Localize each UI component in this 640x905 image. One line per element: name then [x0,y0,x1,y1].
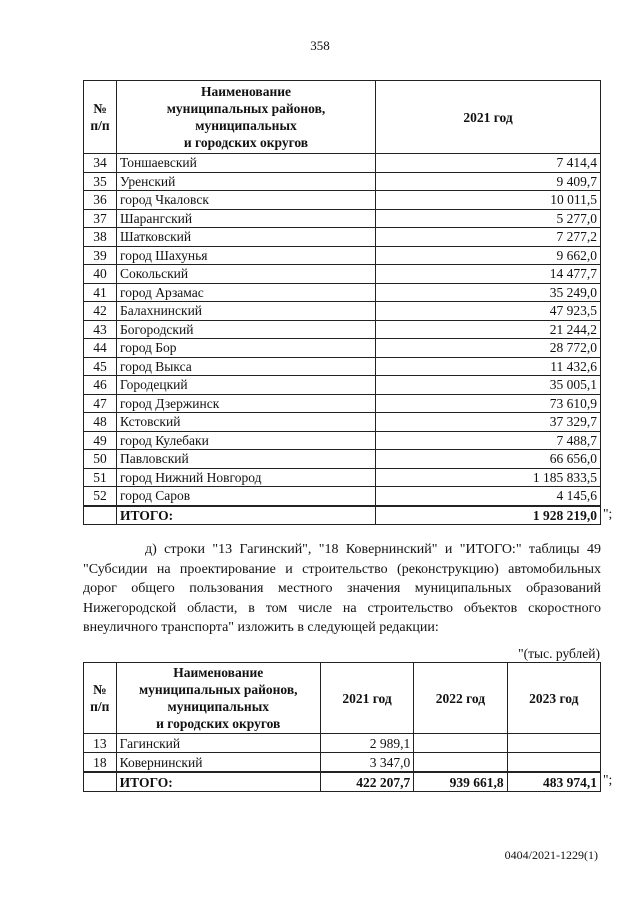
table2-closing-quote: "; [603,772,613,787]
value-2021: 11 432,6 [376,357,601,376]
value-2021: 7 488,7 [376,431,601,450]
table-row [84,283,601,302]
table-row [84,357,601,376]
row-number: 38 [84,228,117,247]
row-number: 36 [84,191,117,210]
total-value-2021: 422 207,7 [320,772,413,792]
value-2021: 3 347,0 [320,753,413,773]
header-year-2022: 2022 год [414,663,507,734]
municipality-name: Балахнинский [117,302,376,321]
header-num: № п/п [84,663,117,734]
header-year-2023: 2023 год [507,663,600,734]
municipality-name: Сокольский [117,265,376,284]
total-value-2022: 939 661,8 [414,772,507,792]
row-number: 40 [84,265,117,284]
row-number: 44 [84,339,117,358]
table-row [84,487,601,506]
table-row [84,228,601,247]
row-number: 18 [84,753,117,773]
total-value-2021: 1 928 219,0 [376,506,601,525]
total-num-cell [84,772,117,792]
row-number: 48 [84,413,117,432]
header-num: № п/п [84,81,117,154]
header-name: Наименование муниципальных районов, муниципальных и городских округов [117,81,376,154]
header-year-2021: 2021 год [320,663,413,734]
municipality-name: Павловский [117,450,376,469]
page-number: 358 [310,38,330,53]
total-label: ИТОГО: [116,772,320,792]
row-number: 13 [84,734,117,753]
value-2021: 66 656,0 [376,450,601,469]
units-label: "(тыс. рублей) [518,646,600,661]
value-2021: 7 277,2 [376,228,601,247]
value-2022 [414,734,507,753]
municipality-name: город Выкса [117,357,376,376]
value-2021: 10 011,5 [376,191,601,210]
municipality-name: Кстовский [117,413,376,432]
total-row [84,772,601,792]
municipality-name: город Арзамас [117,283,376,302]
value-2021: 37 329,7 [376,413,601,432]
table-row [84,394,601,413]
municipality-name: Городецкий [117,376,376,395]
row-number: 47 [84,394,117,413]
total-value-2023: 483 974,1 [507,772,600,792]
value-2023 [507,734,600,753]
value-2021: 21 244,2 [376,320,601,339]
table-row [84,339,601,358]
row-number: 37 [84,209,117,228]
row-number: 43 [84,320,117,339]
municipality-name: город Бор [117,339,376,358]
row-number: 46 [84,376,117,395]
amendment-paragraph: д) строки "13 Гагинский", "18 Ковернинский" и "ИТОГО:" таблицы 49 "Субсидии на проектирование и строительство (реконструкцию) автомобильных дорог общего пользования местного значения муниципальных образований Нижегородской области, в том числе на строительство объектов скоростного внеуличного транспорта" изложить в следующей редакции: [83,542,601,635]
municipality-name: Гагинский [116,734,320,753]
municipality-name: Богородский [117,320,376,339]
table-row [84,154,601,173]
value-2021: 9 409,7 [376,172,601,191]
table-row [84,191,601,210]
municipality-name: город Чкаловск [117,191,376,210]
value-2021: 4 145,6 [376,487,601,506]
total-row [84,506,601,525]
table-row [84,320,601,339]
row-number: 51 [84,468,117,487]
municipality-name: город Саров [117,487,376,506]
municipality-name: Шарангский [117,209,376,228]
table-row [84,172,601,191]
table-row [84,265,601,284]
table-row [84,431,601,450]
table-row [84,753,601,773]
row-number: 41 [84,283,117,302]
table-row [84,246,601,265]
row-number: 42 [84,302,117,321]
table-subsidies-2021 [83,80,601,525]
value-2022 [414,753,507,773]
table-row [84,376,601,395]
municipality-name: город Кулебаки [117,431,376,450]
table-49-subsidies [83,662,601,792]
municipality-name: город Нижний Новгород [117,468,376,487]
value-2021: 1 185 833,5 [376,468,601,487]
table-row [84,450,601,469]
row-number: 45 [84,357,117,376]
row-number: 34 [84,154,117,173]
municipality-name: Ковернинский [116,753,320,773]
value-2021: 2 989,1 [320,734,413,753]
municipality-name: Шатковский [117,228,376,247]
value-2021: 47 923,5 [376,302,601,321]
header-name: Наименование муниципальных районов, муниципальных и городских округов [116,663,320,734]
row-number: 50 [84,450,117,469]
value-2021: 35 005,1 [376,376,601,395]
row-number: 52 [84,487,117,506]
municipality-name: город Дзержинск [117,394,376,413]
total-num-cell [84,506,117,525]
document-code: 0404/2021-1229(1) [504,848,598,862]
municipality-name: город Шахунья [117,246,376,265]
value-2021: 14 477,7 [376,265,601,284]
value-2023 [507,753,600,773]
table-row [84,209,601,228]
table-row [84,734,601,753]
table-row [84,302,601,321]
value-2021: 35 249,0 [376,283,601,302]
table1-closing-quote: "; [603,506,613,521]
total-label: ИТОГО: [117,506,376,525]
value-2021: 28 772,0 [376,339,601,358]
table-row [84,413,601,432]
municipality-name: Уренский [117,172,376,191]
table-row [84,468,601,487]
header-year-2021: 2021 год [376,81,601,154]
row-number: 49 [84,431,117,450]
value-2021: 5 277,0 [376,209,601,228]
municipality-name: Тоншаевский [117,154,376,173]
value-2021: 7 414,4 [376,154,601,173]
row-number: 39 [84,246,117,265]
row-number: 35 [84,172,117,191]
value-2021: 73 610,9 [376,394,601,413]
value-2021: 9 662,0 [376,246,601,265]
